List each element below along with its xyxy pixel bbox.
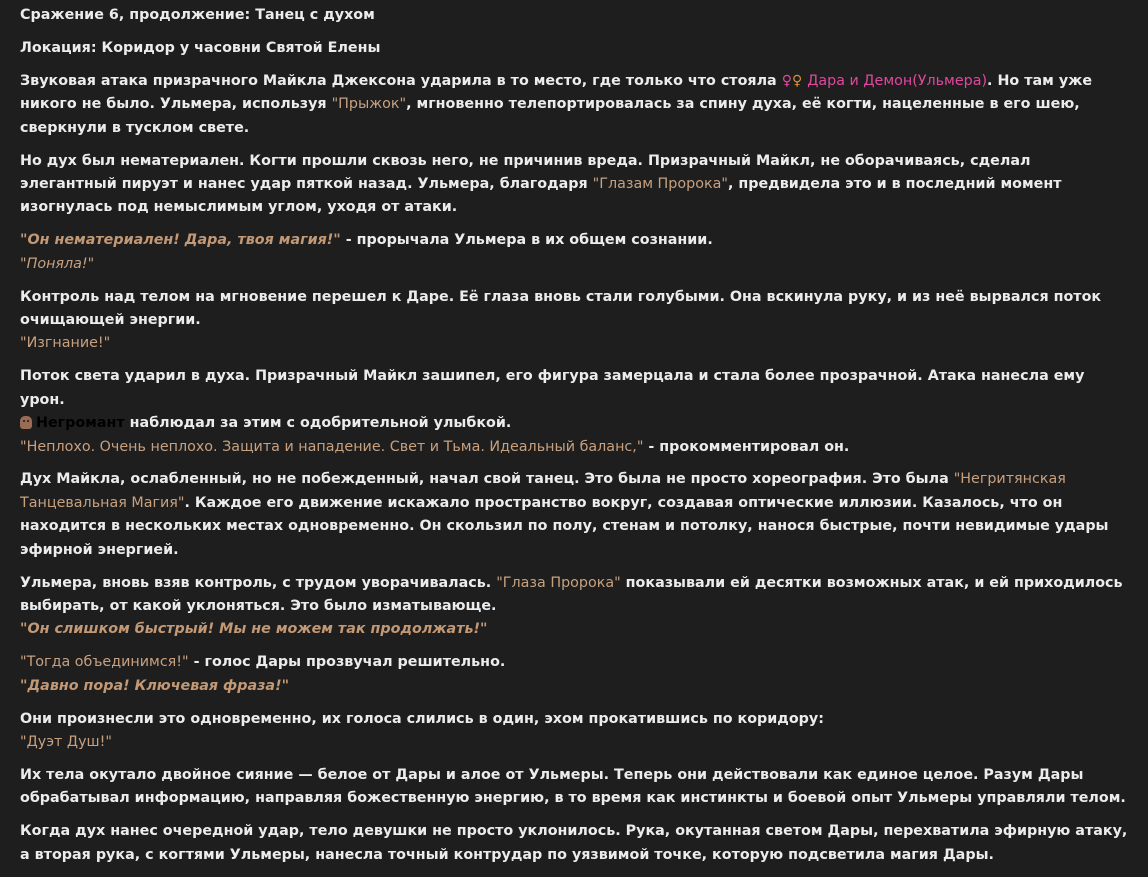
paragraph-8: "Тогда объединимся!" - голос Дары прозвучал решительно. "Давно пора! Ключевая фраза!" (20, 654, 506, 694)
paragraph-4: Контроль над телом на мгновение перешел к Даре. Её глаза вновь стали голубыми. Она вскинула руку, и из неё вырвался поток очищающей энергии. "Изгнание!" (20, 288, 1102, 352)
paragraph-7: Ульмера, вновь взяв контроль, с трудом уворачивалась. "Глаза Пророка" показывали ей десятки возможных атак, и ей приходилось выбирать, от какой уклоняться. Это было изматывающе. "Он слишком быстрый! Мы не можем так продолжать!" (20, 574, 1123, 638)
spell-quote: "Изгнание!" (20, 335, 111, 352)
skull-icon (20, 416, 32, 429)
story-text (20, 4, 1132, 877)
skill-quote: "Глазам Пророка" (592, 175, 728, 192)
dialogue-quote: "Он слишком быстрый! Мы не можем так продолжать!" (20, 621, 488, 638)
paragraph-5: Поток света ударил в духа. Призрачный Майкл зашипел, его фигура замерцала и стала более прозрачной. Атака нанесла ему урон. Негромант наблюдал за этим с одобрительной улыбкой. "Неплохо. Очень неплохо. Защита и нападение. Свет и Тьма. Идеальный баланс," - прокомментировал он. (20, 368, 1085, 455)
character-name-dara: Дара и Демон(Ульмера) (807, 72, 988, 89)
skill-quote: "Прыжок" (331, 96, 407, 113)
location-line: Локация: Коридор у часовни Святой Елены (20, 39, 381, 56)
dialogue-quote: "Тогда объединимся!" (20, 654, 189, 671)
two-women-holding-hands-icon: ♀♀ (781, 72, 803, 89)
paragraph-9: Они произнесли это одновременно, их голоса слились в один, эхом прокатившись по коридору: "Дуэт Душ!" (20, 710, 824, 750)
dialogue-quote: "Давно пора! Ключевая фраза!" (20, 677, 290, 694)
dialogue-quote: "Он нематериален! Дара, твоя магия!" (20, 232, 341, 249)
spell-quote: "Дуэт Душ!" (20, 733, 112, 750)
paragraph-6: Дух Майкла, ослабленный, но не побежденный, начал свой танец. Это была не просто хореография. Это была "Негритянская Танцевальная Магия". Каждое его движение искажало пространство вокруг, создавая оптические иллюзии. Казалось, что он находится в нескольких местах одновременно. Он скользил по полу, стенам и потолку, нанося быстрые, почти невидимые удары эфирной энергией. (20, 471, 1109, 558)
skill-quote: "Глаза Пророка" (496, 574, 621, 591)
character-name-negromant: Негромант (36, 415, 125, 432)
skill-quote: "Негритянская Танцевальная Магия" (20, 471, 1066, 511)
paragraph-1: Звуковая атака призрачного Майкла Джексона ударила в то место, где только что стояла ♀♀ Дара и Демон(Ульмера). Но там уже никого не было. Ульмера, используя "Прыжок", мгновенно телепортировалась за спину духа, её когти, нацеленные в его шею, сверкнули в тусклом свете. (20, 70, 1132, 140)
dialogue-quote: "Поняла!" (20, 255, 95, 272)
paragraph-3: "Он нематериален! Дара, твоя магия!" - прорычала Ульмера в их общем сознании. "Поняла!" (20, 232, 713, 272)
paragraph-10: Их тела окутало двойное сияние — белое от Дары и алое от Ульмеры. Теперь они действовали как единое целое. Разум Дары обрабатывал информацию, направляя божественную энергию, в то время как инстинкты и боевой опыт Ульмеры управляли телом. (20, 766, 1126, 807)
paragraph-2: Но дух был нематериален. Когти прошли сквозь него, не причинив вреда. Призрачный Майкл, не оборачиваясь, сделал элегантный пируэт и нанес удар пяткой назад. Ульмера, благодаря "Глазам Пророка", предвидела это и в последний момент изогнулась под немыслимым углом, уходя от атаки. (20, 152, 1062, 216)
dialogue-quote: "Неплохо. Очень неплохо. Защита и нападение. Свет и Тьма. Идеальный баланс," (20, 438, 644, 455)
chapter-title: Сражение 6, продолжение: Танец с духом (20, 7, 375, 23)
paragraph-11: Когда дух нанес очередной удар, тело девушки не просто уклонилось. Рука, окутанная светом Дары, перехватила эфирную атаку, а вторая рука, с когтями Ульмеры, нанесла точный контрудар по уязвимой точке, которую подсветила магия Дары. (20, 823, 1128, 863)
